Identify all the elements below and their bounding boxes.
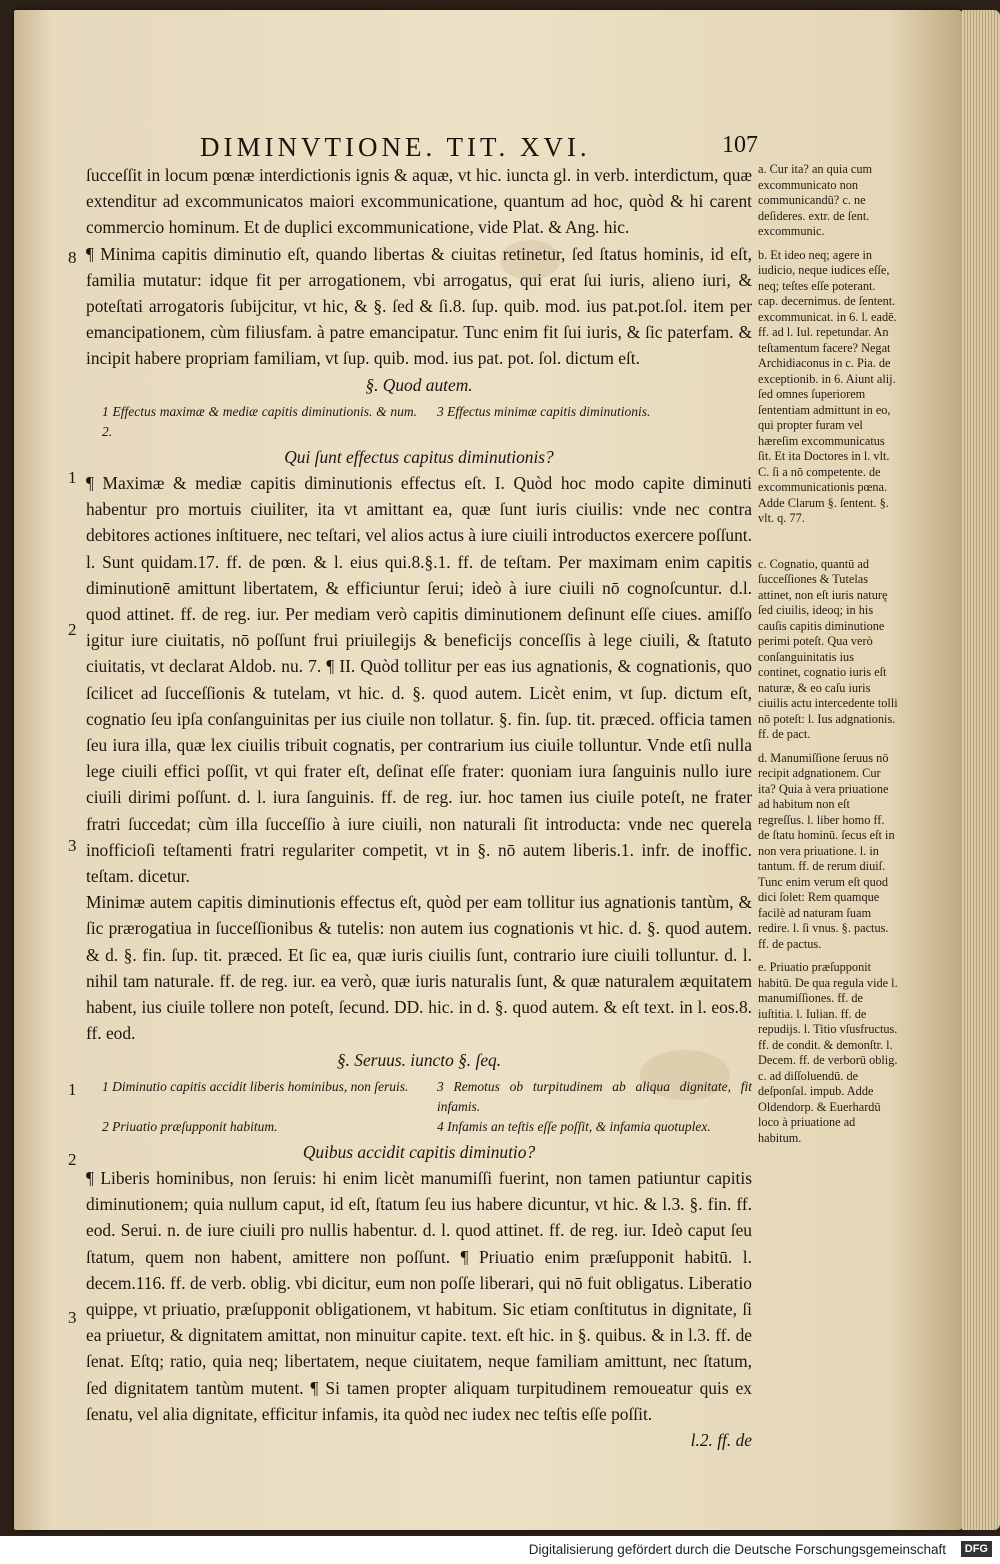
marginal-note: d. Manumiſſione ſeruus nō recipit adgnationem. Cur ita? Quia à vera priuatione ad habitum non eſt regreſſus. l. liber homo ff. de ſtatu hominū. ſecus eſt in non vera priuatione. l. in tantum. ff. de rerum diuiſ. Tunc enim verum eſt quod dici ſolet: Rem quamque facilè ad naturam ſuam redire. l. ſi vnus. §. pactus. ff. de pactus. bbox=[758, 750, 895, 951]
summary-item: 3 Remotus ob turpitudinem ab aliqua dignitate, fit infamis. bbox=[437, 1078, 752, 1114]
page-number: 107 bbox=[722, 132, 758, 158]
margin-number: 3 bbox=[68, 836, 77, 855]
main-text-column bbox=[86, 162, 752, 1453]
marginal-notes bbox=[758, 162, 898, 1154]
catchword: l.2. ff. de bbox=[690, 1429, 752, 1450]
section-heading: §. Quod autem. bbox=[365, 374, 473, 395]
running-header: DIMINVTIONE. TIT. XVI. bbox=[200, 132, 591, 162]
margin-number: 1 bbox=[68, 1080, 77, 1099]
summary-item: 2 Priuatio præſupponit habitum. bbox=[102, 1118, 278, 1134]
margin-number: 3 bbox=[68, 1308, 77, 1327]
summary-item: 3 Effectus minimæ capitis diminutionis. bbox=[437, 403, 651, 419]
summary-item: 1 Diminutio capitis accidit liberis hominibus, non ſeruis. bbox=[102, 1078, 409, 1094]
marginal-note: b. Et ideo neq; agere in iudicio, neque iudices eſſe, neq; teſtes eſſe poterant. cap. decernimus. de ſentent. excommunicat. in 6. l. eadē. ff. ad l. Iul. repetundar. An teſtamentum facere? Negat Archidiaconus in c. Pia. de exceptionib. in 6. Aiunt alij. ſed omnes ſuperiorem ſententiam admittunt in eo, qui propter furam vel hæreſim excommunicatus ſit. Et ita Doctores in l. vlt. C. ſi a nō competente. de excommunicationis pœna. Adde Clarum §. ſentent. §. vlt. q. 77. bbox=[758, 247, 897, 525]
page-edge bbox=[962, 10, 1000, 1530]
margin-number: 1 bbox=[68, 468, 77, 487]
funding-notice: Digitalisierung gefördert durch die Deutsche Forschungsgemeinschaft bbox=[528, 1542, 946, 1557]
section-subheading: Qui ſunt effectus capitus diminutionis? bbox=[284, 446, 554, 467]
body-paragraph: Minimæ autem capitis diminutionis effectus eſt, quòd per eam tollitur ius agnationis tantùm, & ſic prærogatiua in ſucceſſionibus & tutelis: non autem ius cognationis vt hic. d. §. quod autem. & d. §. fin. ſup. tit. præced. Et ſic ea, quæ iuris ciuilis ſunt, contrario iure ciuili tolluntur. d. l. nihil tam naturale. ff. de reg. iur. ea verò, quæ iuris naturalis ſunt, & quæ naturalem æquitatem habent, ius ciuile tollere non poteſt, ſecund. DD. hic. in d. §. quod autem. & eſt text. in l. eos.8. ff. eod. bbox=[86, 892, 752, 1044]
marginal-note: c. Cognatio, quantū ad ſucceſſiones & Tutelas attinet, non eſt iuris naturę ſed ciuilis, ideoq; in his cauſis capitis diminutione perimi poteſt. Qua verò conſanguinitatis ius continet, cognatio iuris eſt naturæ, & eo caſu iuris ciuilis actu intercedente tolli nō poteſt: l. Ius adgnationis. ff. de pact. bbox=[758, 556, 898, 741]
section-heading: §. Seruus. iuncto §. ſeq. bbox=[336, 1049, 502, 1070]
margin-number: 2 bbox=[68, 620, 77, 639]
summary-item: 1 Effectus maximæ & mediæ capitis diminutionis. & num. 2. bbox=[102, 403, 417, 439]
body-paragraph: ¶ Minima capitis diminutio eſt, quando libertas & ciuitas retinetur, ſed ſtatus hominis, id eſt, familia mutatur: idque fit per arrogationem, vbi arrogatus, qui erat ſui iuris, alieno iuri, & poteſtati arrogatoris ſubijcitur, vt hic, & §. ſed & ſi.8. ſup. quib. mod. ius pat.pot.ſol. item per emancipationem, cùm filiusfam. à patre emancipatur. Tunc enim fit ſui iuris, & ſic paterfam. & incipit habere propriam familiam, vt ſup. quib. mod. ius pat. pot. ſol. dictum eſt. bbox=[86, 243, 752, 369]
body-paragraph: ſucceſſit in locum pœnæ interdictionis ignis & aquæ, vt hic. iuncta gl. in verb. interdictum, quæ extenditur ad excommunicatos maiori excommunicatione, quantum ad hoc, quòd & hi carent commercio hominum. Et de duplici excommunicatione, vide Plat. & Ang. hic. bbox=[86, 165, 752, 238]
footer-bar bbox=[0, 1536, 1000, 1564]
margin-number: 2 bbox=[68, 1150, 77, 1169]
marginal-note: a. Cur ita? an quia cum excommunicato non communicandū? c. ne deſideres. extr. de ſent. excommunic. bbox=[758, 162, 873, 238]
margin-number: 8 bbox=[68, 248, 77, 267]
section-subheading: Quibus accidit capitis diminutio? bbox=[302, 1141, 536, 1162]
section-summary bbox=[102, 402, 752, 442]
dfg-logo: DFG bbox=[961, 1541, 992, 1557]
section-summary bbox=[102, 1077, 752, 1137]
body-paragraph: ¶ Liberis hominibus, non ſeruis: hi enim licèt manumiſſi fuerint, non tamen patiuntur capitis diminutionem; quia nullum caput, id eſt, ſtatum ſeu ius habere dicuntur, vt hic. & l.3. §. fin. ff. eod. Serui. n. de iure ciuili pro nullis habentur. d. l. quod attinet. ff. de reg. iur. Ideò caput ſeu ſtatum, quem non habent, amittere non poſſunt. ¶ Priuatio enim præſupponit habitū. l. decem.116. ff. de verb. oblig. vbi dicitur, eum non poſſe liberari, qui nō fuit obligatus. Liberatio quippe, vt priuatio, præſupponit obligationem, vt habitum. Sic etiam conſtitutus in dignitate, ſi ea priuetur, & dignitatem amittat, non minuitur capite. text. eſt hic. in §. quibus. & in l.3. ff. de ſenat. Eſtq; ratio, quia neq; libertatem, neque ciuitatem, neque familiam amittunt, nec ſtatum, ſed dignitatem tantùm mutent. ¶ Si tamen propter aliquam turpitudinem remoueatur quis ex ſenatu, vel alia dignitate, efficitur infamis, ita quòd nec iudex nec teſtis eſſe poſſit. bbox=[86, 1167, 752, 1424]
body-paragraph: ¶ Maximæ & mediæ capitis diminutionis effectus eſt. I. Quòd hoc modo capite diminuti habentur pro mortuis ciuiliter, ita vt amittant ea, quæ ſunt iuris ciuilis: vnde nec contra debitores actiones inſtituere, nec teſtari, vel alios actus à iure ciuili introductos exercere poſſunt. l. Sunt quidam.17. ff. de pœn. & l. eius qui.8.§.1. ff. de teſtam. Per maximam enim capitis diminutionē amittunt libertatem, & efficiuntur ſerui; ideò à iure ciuili nō cognoſcuntur. d.l. quod attinet. ff. de reg. iur. Per mediam verò capitis diminutionem deſinunt eſſe ciues. amiſſo igitur iure ciuitatis, nō poſſunt frui priuilegijs & beneficijs conceſſis à lege ciuili, & ſtatuto ciuitatis, vt declarat Aldob. nu. 7. ¶ II. Quòd tollitur per eas ius agnationis, & cognationis, quo ſcilicet ad ſucceſſionis & tutelam, vt hic. d. §. quod autem. Licèt enim, vt ſup. dictum eſt, cognatio ſeu ipſa conſanguinitas per ius ciuile non tollatur. §. fin. ſup. tit. præced. officia tamen ſeu iura illa, quæ lex ciuilis tribuit cognatis, per contrarium ius ciuile tolluntur. Vnde etſi nulla lege ciuili effici poſſit, vt qui frater eſt, deſinat eſſe frater: quoniam iura ſanguinis nullo iure ciuili dirimi poſſunt. d. l. iura ſanguinis. ff. de reg. iur. hoc tamen ius ciuile poteſt, ne frater fratri ſuccedat; cùm illa ſucceſſio à iure ciuili, non naturali ſit introducta: vnde nec querela inofficioſi teſtamenti fratri regulariter competit, vt in §. nō autem liberis.1. infr. de inoffic. teſtam. dicetur. bbox=[86, 473, 752, 887]
summary-item: 4 Infamis an teſtis eſſe poſſit, & infamia quotuplex. bbox=[437, 1118, 711, 1134]
marginal-note: e. Priuatio præſupponit habitū. De qua regula vide l. manumiſſiones. ff. de iuſtitia. l. Iulian. ff. de repudijs. l. Titio vſusfructus. ff. de condit. & demonſtr. l. Decem. ff. de verborū oblig. c. ad diſſoluendū. de deſponſal. impub. Adde Oldendorp. & Euerhardū loco à priuatione ad habitum. bbox=[758, 960, 898, 1145]
